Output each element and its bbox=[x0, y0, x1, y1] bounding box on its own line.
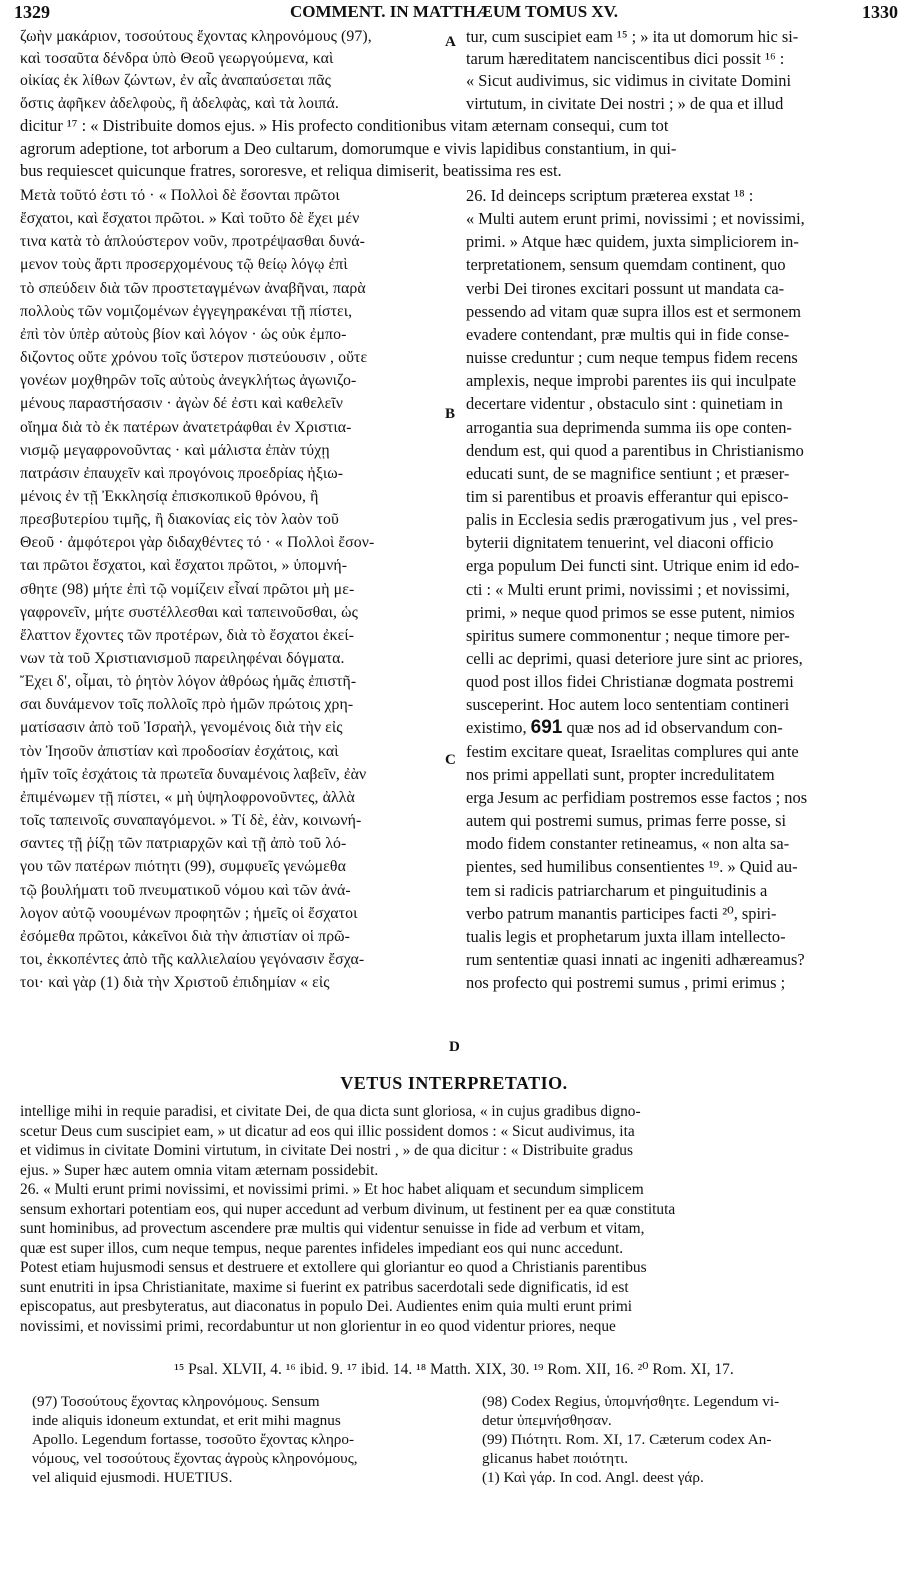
footnote-line: detur ὑπεμνήσθησαν. bbox=[482, 1412, 612, 1429]
latin-line: palis in Ecclesia sedis prærogativum jus , vel pres- bbox=[466, 510, 798, 530]
latin-line: tarum hæreditatem nanciscentibus dici possit ¹⁶ : bbox=[466, 49, 785, 69]
latin-line: nos primi appellati sunt, propter incredulitatem bbox=[466, 764, 775, 784]
vetus-line: sunt hominibus, ad provectum ascendere præ multis qui videntur senuisse in fide ad verbum et vitam, bbox=[20, 1220, 645, 1237]
greek-line: τοῖς ταπεινοῖς συναπαγόμενοι. » Τί δὲ, ἐὰν, κοινωνή- bbox=[20, 812, 362, 830]
latin-line: pessendo ad vitam quæ supra illos est et sermonem bbox=[466, 301, 802, 321]
footnote-line: (1) Καὶ γάρ. In cod. Angl. deest γάρ. bbox=[482, 1469, 704, 1486]
greek-line: σαντες τῇ ῥίζῃ τῶν πατριαρχῶν καὶ τῇ ἀπὸ τοῦ λό- bbox=[20, 835, 347, 853]
greek-line: ἔλαττον ἔχοντες τῶν προτέρων, διὰ τὸ ἔσχατοι ἐκεί- bbox=[20, 626, 355, 644]
footnote-line: inde aliquis idoneum extundat, et erit mihi magnus bbox=[32, 1412, 341, 1429]
scripture-references: ¹⁵ Psal. XLVII, 4. ¹⁶ ibid. 9. ¹⁷ ibid. 14. ¹⁸ Matth. XIX, 30. ¹⁹ Rom. XII, 16. ²⁰ Rom. XI, 17. bbox=[174, 1361, 734, 1378]
greek-line: γονέων μοχθηρῶν τοῖς αὐτοὺς ἀνεγκλήτως ἀγωνιζο- bbox=[20, 372, 357, 390]
vetus-line: quæ est super illos, cum neque tempus, neque parentes infideles impediant eos qui nunc accedunt. bbox=[20, 1239, 624, 1257]
margin-letter: B bbox=[445, 406, 456, 422]
latin-line: « Sicut audivimus, sic vidimus in civitate Domini bbox=[466, 71, 792, 91]
greek-line: ἡμῖν τοῖς ἐσχάτοις τὰ πρωτεῖα δυναμένοις λαβεῖν, ἐὰν bbox=[20, 765, 367, 783]
latin-line: tualis legis et prophetarum juxta illam intellecto- bbox=[466, 926, 786, 946]
greek-line: πατράσιν ἐπαυχεῖν καὶ προγόνοις προεδρίας ἠξιω- bbox=[20, 464, 344, 482]
greek-line: τῷ βουλήματι τοῦ πνευματικοῦ νόμου καὶ τῶν ἀνά- bbox=[20, 881, 351, 899]
vetus-line: sensum exhortari potentiam eos, qui nuper accedunt ad verbum divinum, ut festinent per ea quæ constituta bbox=[20, 1200, 676, 1218]
footnote-line: (97) Τοσούτους ἔχοντας κληρονόμους. Sensum bbox=[32, 1393, 320, 1410]
latin-line: celli ac deprimi, quasi deteriore jure sint ac priores, bbox=[466, 649, 803, 668]
latin-line: tur, cum suscipiet eam ¹⁵ ; » ita ut domorum hic si- bbox=[466, 27, 799, 46]
latin-line: spiritus sumere commonentur ; neque timore per- bbox=[466, 625, 790, 645]
greek-line: ζωὴν μακάριον, τοσούτους ἔχοντας κληρονόμους (97), bbox=[20, 28, 372, 45]
latin-line: cti : « Multi erunt primi, novissimi ; et novissimi, bbox=[466, 579, 790, 599]
greek-line: λογον αὐτῷ νοουμένων προφητῶν ; ἡμεῖς οἱ ἔσχατοι bbox=[20, 904, 358, 922]
footnote-line: (99) Πιότητι. Rom. XI, 17. Cæterum codex An- bbox=[482, 1431, 772, 1448]
latin-line: byterii dignitatem tenuerint, vel diaconi officio bbox=[466, 533, 774, 553]
latin-line: educati sunt, de se magnifice sentiunt ; et præser- bbox=[466, 463, 790, 483]
greek-line: σθητε (98) μήτε ἐπὶ τῷ νομίζειν εἶναί πρῶτοι μὴ με- bbox=[20, 580, 355, 598]
page-number-left: 1329 bbox=[14, 2, 50, 22]
greek-line: ται πρῶτοι ἔσχατοι, καὶ ἔσχατοι πρῶτοι, » ὑπομνή- bbox=[20, 557, 348, 575]
latin-line: primi, » neque quod primos se esse putent, nimios bbox=[466, 602, 795, 622]
greek-line: ὅστις ἀφῆκεν ἀδελφοὺς, ἢ ἀδελφὰς, καὶ τὰ λοιπά. bbox=[20, 94, 339, 112]
greek-line: πρεσβυτερίου τιμῆς, ἢ διακονίας εἰς τὸν λαὸν τοῦ bbox=[20, 511, 339, 529]
footnote-line: νόμους, vel τοσούτους ἔχοντας ἀγροὺς κληρονόμους, bbox=[32, 1450, 358, 1467]
margin-letter: D bbox=[449, 1039, 460, 1055]
greek-line: καὶ τοσαῦτα δένδρα ὑπὸ Θεοῦ γεωργούμενα, καὶ bbox=[20, 50, 334, 68]
greek-line: μενον τοὺς ἄρτι προσερχομένους τῷ θείῳ λόγῳ ἐπὶ bbox=[20, 256, 348, 274]
latin-line: erga populum Dei functi sint. Utrique enim id edo- bbox=[466, 556, 800, 576]
latin-line: agrorum adeptione, tot arborum a Deo cultarum, domorumque e vivis lapidibus constantium, in qui- bbox=[20, 138, 677, 158]
greek-line: τὸν Ἰησοῦν ἀπιστίαν καὶ προδοσίαν ἐσχάτοις, καὶ bbox=[20, 742, 339, 760]
greek-line: τοι, ἐκκοπέντες ἀπὸ τῆς καλλιελαίου γεγόνασιν ἔσχα- bbox=[20, 950, 365, 968]
greek-line: γου τῶν πατέρων πιότητι (99), συμφυεῖς γενώμεθα bbox=[20, 858, 346, 876]
vetus-line: Potest etiam hujusmodi sensus et destruere et extollere qui gloriantur eo quod a Christianis parentibus bbox=[20, 1259, 647, 1276]
greek-line: τινα κατὰ τὸ ἁπλούστερον νοῦν, προτρέψασθαι δυνά- bbox=[20, 233, 365, 251]
greek-line: ἔσχατοι, καὶ ἔσχατοι πρῶτοι. » Καὶ τοῦτο δὲ ἔχει μέν bbox=[20, 210, 360, 228]
greek-line: Ἔχει δ', οἶμαι, τὸ ῥητὸν λόγον ἀθρόως ἡμᾶς ἐπιστῆ- bbox=[20, 673, 357, 691]
vetus-interpretatio-heading: VETUS INTERPRETATIO. bbox=[340, 1073, 568, 1093]
latin-line: erga Jesum ac perfidiam postremos esse factos ; nos bbox=[466, 787, 808, 807]
vetus-line: sunt enutriti in ipsa Christianitate, maxime si fuerint ex patribus sacerdotali sede dignificatis, id est bbox=[20, 1278, 629, 1296]
latin-line: 26. Id deinceps scriptum præterea exstat ¹⁸ : bbox=[466, 186, 754, 205]
greek-line: ματίσασιν ἀπὸ τοῦ Ἰσραὴλ, γενομένοις διὰ τὴν εἰς bbox=[20, 719, 343, 737]
greek-line: ἐπιμένωμεν τῇ πίστει, « μὴ ὑψηλοφρονοῦντες, ἀλλὰ bbox=[20, 788, 355, 806]
vetus-line: episcopatus, aut presbyteratus, aut diaconatus in populo Dei. Audientes enim quia multi erunt primi bbox=[20, 1298, 633, 1315]
latin-line: autem qui postremi sumus, primas ferre posse, si bbox=[466, 811, 787, 831]
latin-line: festim excitare queat, Israelitas complures qui ante bbox=[466, 741, 799, 761]
greek-line: νων τὰ τοῦ Χριστιανισμοῦ παρειληφέναι δόγματα. bbox=[20, 650, 345, 667]
running-header bbox=[10, 2, 898, 26]
vetus-line: et vidimus in civitate Domini virtutum, in civitate Dei nostri , » de qua dicitur : « Distribuite gradus bbox=[20, 1142, 633, 1159]
latin-line: dicitur ¹⁷ : « Distribuite domos ejus. » His profecto conditionibus vitam æternam consequi, cum tot bbox=[20, 116, 669, 135]
latin-line: modo fidem constanter retineamus, « non alta sa- bbox=[466, 834, 790, 854]
latin-line: dendum est, qui quod a parentibus in Christianismo bbox=[466, 440, 804, 460]
greek-line: γαφρονεῖν, μήτε συστέλλεσθαι καὶ ταπεινοῦσθαι, ὡς bbox=[20, 603, 358, 621]
greek-line: διζοντος οὔτε χρόνου τοῖς ὕστερον πιστεύουσιν , οὔτε bbox=[20, 349, 368, 367]
latin-line: virtutum, in civitate Dei nostri ; » de qua et illud bbox=[466, 93, 784, 113]
vetus-line: 26. « Multi erunt primi novissimi, et novissimi primi. » Et hoc habet aliquam et secundum simplicem bbox=[20, 1181, 644, 1198]
latin-line: arrogantia sua deprimenda summa iis ope conten- bbox=[466, 417, 792, 437]
footnote-line: glicanus habet ποιότητι. bbox=[482, 1450, 629, 1467]
latin-line: verbo patrum manantis participes facti ²⁰, spiri- bbox=[466, 903, 777, 923]
vetus-line: intellige mihi in requie paradisi, et civitate Dei, de qua dicta sunt gloriosa, « in cujus gradibus digno- bbox=[20, 1103, 641, 1120]
vetus-line: ejus. » Super hæc autem omnia vitam æternam possidebit. bbox=[20, 1161, 379, 1179]
latin-line: primi. » Atque hæc quidem, juxta simpliciorem in- bbox=[466, 232, 799, 252]
greek-line: ἐπὶ τὸν ὑπὲρ αὐτοὺς βίον καὶ λόγον · ὡς οὐκ ἐμπο- bbox=[20, 325, 347, 343]
latin-line: amplexis, neque improbi parentes iis qui inculpate bbox=[466, 371, 797, 391]
latin-line: rum sententiæ quasi innati ac ingeniti adhæreamus? bbox=[466, 949, 805, 969]
latin-line: nuisse creduntur ; cum neque tempus fidem recens bbox=[466, 348, 798, 368]
greek-line: νισμῷ μεγαφρονοῦντας · καὶ μάλιστα ἐπὰν τύχῃ bbox=[20, 441, 330, 459]
greek-line: οἰκίας ἐκ λίθων ζώντων, ἐν αἷς ἀναπαύσεται πᾶς bbox=[20, 72, 331, 90]
page-number-right: 1330 bbox=[862, 2, 898, 22]
latin-line: tim si parentibus et proavis efferantur qui episco- bbox=[466, 486, 789, 506]
greek-line: τοι· καὶ γὰρ (1) διὰ τὴν Χριστοῦ ἐπιδημίαν « εἰς bbox=[20, 974, 330, 992]
greek-line: Θεοῦ · ἀμφότεροι γὰρ διδαχθέντες τό · « Πολλοὶ ἔσον- bbox=[20, 534, 375, 552]
greek-line: οἴημα διὰ τὸ ἐκ πατέρων ἀνατετράφθαι ἐν Χριστια- bbox=[20, 418, 352, 436]
running-title: COMMENT. IN MATTHÆUM TOMUS XV. bbox=[289, 2, 619, 21]
latin-line: verbi Dei tirones excitari possunt ut mandata ca- bbox=[466, 278, 785, 298]
latin-line: quod post illos fidei Christianæ dogmata postremi bbox=[466, 672, 794, 692]
footnote-line: (98) Codex Regius, ὑπομνήσθητε. Legendum vi- bbox=[482, 1393, 780, 1410]
greek-line: τὸ σπεύδειν διὰ τῶν προστεταγμένων ἀναβῆναι, παρὰ bbox=[20, 279, 366, 297]
footnote-line: Apollo. Legendum fortasse, τοσοῦτο ἔχοντας κληρο- bbox=[32, 1431, 355, 1448]
margin-letter: A bbox=[445, 34, 456, 50]
latin-line: tem si radicis patriarcharum et pinguitudinis a bbox=[466, 880, 768, 900]
latin-line: terpretationem, sensum quemdam continent, quo bbox=[466, 255, 786, 275]
latin-line: susceperint. Hoc autem loco sententiam contineri bbox=[466, 695, 790, 715]
latin-line: evadere contendant, præ multis qui in fide conse- bbox=[466, 324, 790, 344]
latin-line: nos profecto qui postremi sumus , primi erimus ; bbox=[466, 973, 786, 993]
greek-line: πολλοὺς τῶν νομιζομένων ἐγγεγηρακέναι τῇ πίστει, bbox=[20, 302, 353, 320]
greek-line: μένους παραστήσασιν · ἀγὼν δέ ἐστι καὶ καθελεῖν bbox=[20, 395, 344, 413]
vetus-line: scetur Deus cum suscipiet eam, » ut dicatur ad eos qui illic possident domos : « Sicut audivimus, ita bbox=[20, 1122, 635, 1140]
latin-line: bus requiescet quicunque fratres, sororesve, et reliqua dimiserit, beatissima res est. bbox=[20, 161, 562, 180]
greek-line: Μετὰ τοῦτό ἐστι τό · « Πολλοὶ δὲ ἔσονται πρῶτοι bbox=[20, 187, 340, 204]
latin-line: « Multi autem erunt primi, novissimi ; et novissimi, bbox=[466, 209, 805, 229]
greek-line: σαι δυνάμενον τοῖς πολλοῖς πρὸ ἡμῶν πρώτοις χρη- bbox=[20, 696, 354, 714]
latin-line: existimo, 691 quæ nos ad id observandum con- bbox=[466, 717, 783, 739]
footnote-line: vel aliquid ejusmodi. HUETIUS. bbox=[32, 1469, 233, 1486]
margin-letter: C bbox=[445, 752, 456, 768]
latin-line: decertare videntur , obstaculo sint : quinetiam in bbox=[466, 394, 783, 414]
latin-line: pientes, sed humilibus consentientes ¹⁹. » Quid au- bbox=[466, 857, 798, 877]
column-number: 691 bbox=[530, 717, 563, 739]
vetus-line: novissimi, et novissimi primi, recordabuntur ut non glorientur in eo quod videntur priores, neque bbox=[20, 1317, 616, 1335]
greek-line: μένοις ἐν τῇ Ἐκκλησίᾳ ἐπισκοπικοῦ θρόνου, ἢ bbox=[20, 487, 319, 505]
greek-line: ἐσόμεθα πρῶτοι, κἀκεῖνοι διὰ τὴν ἀπιστίαν οἱ πρῶ- bbox=[20, 927, 351, 945]
